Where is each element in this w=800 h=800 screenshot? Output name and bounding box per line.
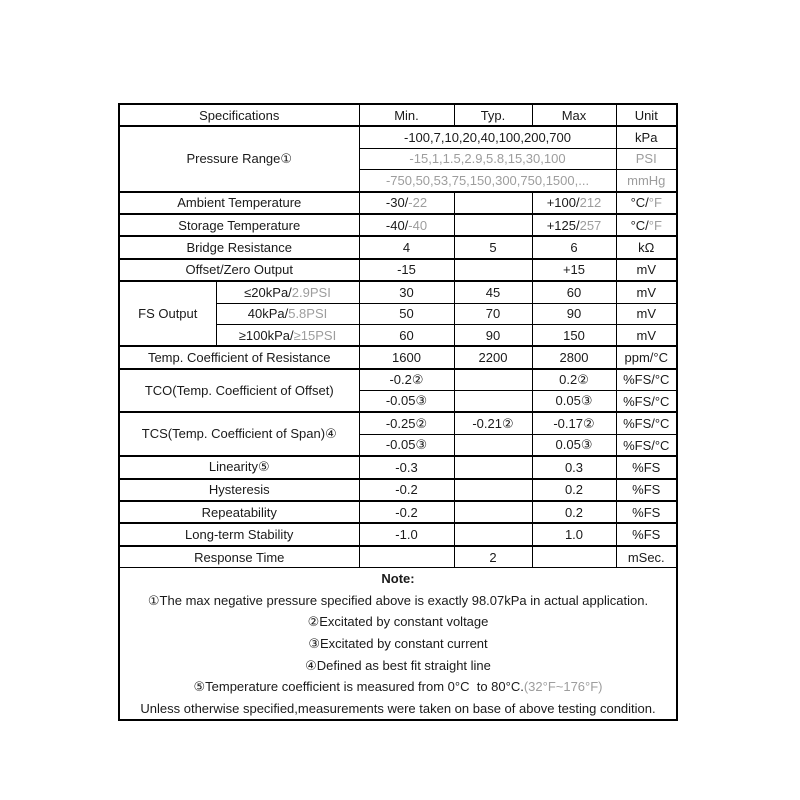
value-celsius: -30/ bbox=[385, 195, 409, 211]
value-fahrenheit: -22 bbox=[408, 195, 428, 211]
header-unit: Unit bbox=[616, 104, 677, 126]
note-row bbox=[119, 568, 677, 721]
fs-output-min-2: 60 bbox=[359, 324, 454, 346]
pressure-range-label: Pressure Range① bbox=[119, 126, 359, 191]
offset-zero-output-unit: mV bbox=[616, 259, 677, 281]
fs-output-min-1: 50 bbox=[359, 303, 454, 324]
range-kpa: 40kPa/ bbox=[247, 306, 289, 322]
fs-output-typ-2: 90 bbox=[454, 324, 532, 346]
tcs-label: TCS(Temp. Coefficient of Span)④ bbox=[119, 412, 359, 456]
empty-cell bbox=[532, 546, 616, 568]
value-fahrenheit: 257 bbox=[579, 217, 602, 233]
range-kpa: ≥100kPa/ bbox=[238, 327, 294, 343]
empty-cell bbox=[454, 456, 532, 478]
table-row bbox=[119, 501, 677, 523]
table-row bbox=[119, 214, 677, 236]
pressure-range-kpa-values: -100,7,10,20,40,100,200,700 bbox=[359, 126, 616, 148]
unit-fahrenheit: °F bbox=[648, 217, 662, 233]
table-row bbox=[119, 281, 677, 303]
ambient-temperature-label: Ambient Temperature bbox=[119, 192, 359, 214]
fs-output-max-1: 90 bbox=[532, 303, 616, 324]
long-term-stability-min: -1.0 bbox=[359, 523, 454, 545]
empty-cell bbox=[454, 214, 532, 236]
tco-max-1: 0.05③ bbox=[532, 391, 616, 413]
fs-output-typ-0: 45 bbox=[454, 281, 532, 303]
empty-cell bbox=[454, 479, 532, 501]
tcs-typ-0: -0.21② bbox=[454, 412, 532, 434]
spec-sheet bbox=[118, 103, 678, 721]
pressure-range-mmhg-values: -750,50,53,75,150,300,750,1500,... bbox=[359, 170, 616, 192]
specifications-table bbox=[118, 103, 678, 721]
offset-zero-output-label: Offset/Zero Output bbox=[119, 259, 359, 281]
note-title: Note: bbox=[381, 571, 415, 587]
tcs-min-0: -0.25② bbox=[359, 412, 454, 434]
empty-cell bbox=[454, 434, 532, 456]
header-typ: Typ. bbox=[454, 104, 532, 126]
bridge-resistance-label: Bridge Resistance bbox=[119, 236, 359, 258]
unit-celsius: °C/ bbox=[630, 217, 649, 233]
value-celsius: +125/ bbox=[546, 217, 580, 233]
tco-unit-1: %FS/°C bbox=[616, 391, 677, 413]
ambient-temperature-min bbox=[359, 192, 454, 214]
header-row bbox=[119, 104, 677, 126]
repeatability-label: Repeatability bbox=[119, 501, 359, 523]
empty-cell bbox=[454, 391, 532, 413]
value-celsius: +100/ bbox=[546, 195, 580, 211]
storage-temperature-min bbox=[359, 214, 454, 236]
pressure-range-psi-values: -15,1,1.5,2.9,5.8,15,30,100 bbox=[359, 148, 616, 169]
temp-coefficient-resistance-unit: ppm/°C bbox=[616, 346, 677, 368]
note-line-5-fahrenheit: (32°F~176°F) bbox=[523, 679, 603, 695]
bridge-resistance-typ: 5 bbox=[454, 236, 532, 258]
table-row bbox=[119, 236, 677, 258]
note-line-5-main: ⑤Temperature coefficient is measured from 0°C to 80°C. bbox=[193, 679, 524, 695]
value-fahrenheit: 212 bbox=[579, 195, 602, 211]
temp-coefficient-resistance-label: Temp. Coefficient of Resistance bbox=[119, 346, 359, 368]
header-max: Max bbox=[532, 104, 616, 126]
long-term-stability-label: Long-term Stability bbox=[119, 523, 359, 545]
range-psi: 5.8PSI bbox=[288, 306, 328, 322]
hysteresis-unit: %FS bbox=[616, 479, 677, 501]
storage-temperature-max bbox=[532, 214, 616, 236]
table-row bbox=[119, 369, 677, 391]
offset-zero-output-max: +15 bbox=[532, 259, 616, 281]
fs-output-unit-2: mV bbox=[616, 324, 677, 346]
table-row bbox=[119, 192, 677, 214]
pressure-range-kpa-unit: kPa bbox=[616, 126, 677, 148]
response-time-typ: 2 bbox=[454, 546, 532, 568]
tco-min-1: -0.05③ bbox=[359, 391, 454, 413]
range-kpa: ≤20kPa/ bbox=[244, 284, 292, 300]
table-row bbox=[119, 412, 677, 434]
linearity-max: 0.3 bbox=[532, 456, 616, 478]
fs-output-typ-1: 70 bbox=[454, 303, 532, 324]
linearity-label: Linearity⑤ bbox=[119, 456, 359, 478]
note-line-4: ④Defined as best fit straight line bbox=[305, 657, 491, 673]
linearity-min: -0.3 bbox=[359, 456, 454, 478]
range-psi: 2.9PSI bbox=[291, 284, 331, 300]
fs-output-min-0: 30 bbox=[359, 281, 454, 303]
bridge-resistance-min: 4 bbox=[359, 236, 454, 258]
table-row bbox=[119, 126, 677, 148]
tcs-unit-0: %FS/°C bbox=[616, 412, 677, 434]
temp-coefficient-resistance-typ: 2200 bbox=[454, 346, 532, 368]
value-fahrenheit: -40 bbox=[408, 217, 428, 233]
response-time-label: Response Time bbox=[119, 546, 359, 568]
fs-output-range-2 bbox=[216, 324, 359, 346]
ambient-temperature-unit bbox=[616, 192, 677, 214]
empty-cell bbox=[454, 259, 532, 281]
pressure-range-mmhg-unit: mmHg bbox=[616, 170, 677, 192]
fs-output-label: FS Output bbox=[119, 281, 216, 346]
storage-temperature-unit bbox=[616, 214, 677, 236]
value-celsius: -40/ bbox=[385, 217, 409, 233]
table-row bbox=[119, 259, 677, 281]
tcs-min-1: -0.05③ bbox=[359, 434, 454, 456]
note-line-6: Unless otherwise specified,measurements were taken on base of above testing condition. bbox=[140, 700, 656, 716]
note-line-2: ②Excitated by constant voltage bbox=[307, 614, 489, 630]
offset-zero-output-min: -15 bbox=[359, 259, 454, 281]
unit-celsius: °C/ bbox=[630, 195, 649, 211]
note-line-3: ③Excitated by constant current bbox=[308, 635, 488, 651]
table-row bbox=[119, 523, 677, 545]
tco-unit-0: %FS/°C bbox=[616, 369, 677, 391]
repeatability-min: -0.2 bbox=[359, 501, 454, 523]
tco-min-0: -0.2② bbox=[359, 369, 454, 391]
fs-output-range-0 bbox=[216, 281, 359, 303]
temp-coefficient-resistance-min: 1600 bbox=[359, 346, 454, 368]
note-line-1: ①The max negative pressure specified above is exactly 98.07kPa in actual application. bbox=[147, 592, 649, 608]
empty-cell bbox=[454, 192, 532, 214]
fs-output-max-0: 60 bbox=[532, 281, 616, 303]
unit-fahrenheit: °F bbox=[648, 195, 662, 211]
hysteresis-label: Hysteresis bbox=[119, 479, 359, 501]
table-row bbox=[119, 456, 677, 478]
empty-cell bbox=[454, 523, 532, 545]
fs-output-max-2: 150 bbox=[532, 324, 616, 346]
tco-label: TCO(Temp. Coefficient of Offset) bbox=[119, 369, 359, 413]
empty-cell bbox=[454, 501, 532, 523]
response-time-unit: mSec. bbox=[616, 546, 677, 568]
bridge-resistance-max: 6 bbox=[532, 236, 616, 258]
header-min: Min. bbox=[359, 104, 454, 126]
table-row bbox=[119, 479, 677, 501]
note-section bbox=[119, 568, 677, 721]
pressure-range-psi-unit: PSI bbox=[616, 148, 677, 169]
fs-output-range-1 bbox=[216, 303, 359, 324]
table-row bbox=[119, 346, 677, 368]
tco-max-0: 0.2② bbox=[532, 369, 616, 391]
empty-cell bbox=[359, 546, 454, 568]
storage-temperature-label: Storage Temperature bbox=[119, 214, 359, 236]
table-row bbox=[119, 546, 677, 568]
hysteresis-min: -0.2 bbox=[359, 479, 454, 501]
ambient-temperature-max bbox=[532, 192, 616, 214]
fs-output-unit-0: mV bbox=[616, 281, 677, 303]
hysteresis-max: 0.2 bbox=[532, 479, 616, 501]
temp-coefficient-resistance-max: 2800 bbox=[532, 346, 616, 368]
note-line-5 bbox=[122, 676, 674, 698]
long-term-stability-unit: %FS bbox=[616, 523, 677, 545]
range-psi: ≥15PSI bbox=[293, 327, 337, 343]
bridge-resistance-unit: kΩ bbox=[616, 236, 677, 258]
linearity-unit: %FS bbox=[616, 456, 677, 478]
header-specifications: Specifications bbox=[119, 104, 359, 126]
repeatability-max: 0.2 bbox=[532, 501, 616, 523]
fs-output-unit-1: mV bbox=[616, 303, 677, 324]
repeatability-unit: %FS bbox=[616, 501, 677, 523]
long-term-stability-max: 1.0 bbox=[532, 523, 616, 545]
empty-cell bbox=[454, 369, 532, 391]
tcs-max-0: -0.17② bbox=[532, 412, 616, 434]
tcs-unit-1: %FS/°C bbox=[616, 434, 677, 456]
tcs-max-1: 0.05③ bbox=[532, 434, 616, 456]
